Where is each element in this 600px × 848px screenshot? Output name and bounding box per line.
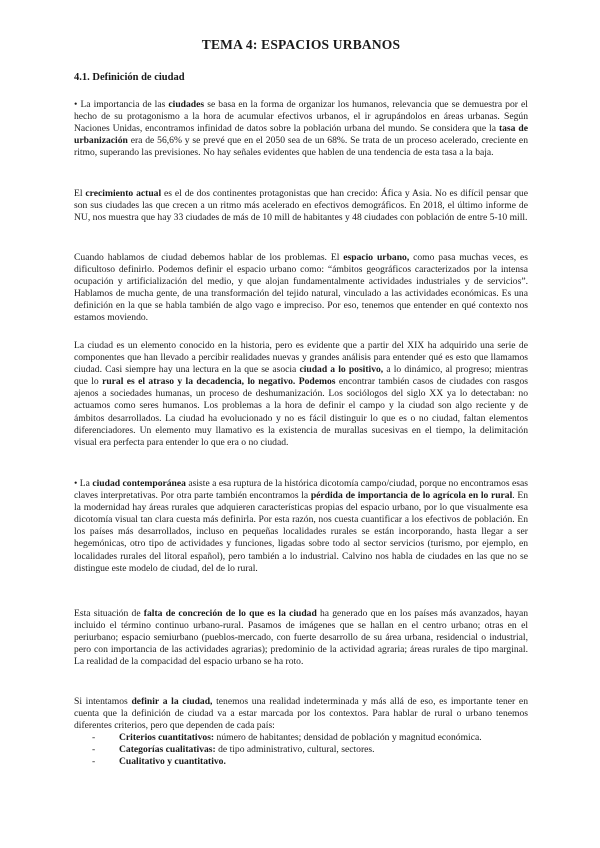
paragraph-1: • La importancia de las ciudades se basa en la forma de organizar los humanos, relevancia que se demuestra por el hecho de su protagonismo a la hora de acumular efectivos urbanos, el ir agrupándolos en áreas urbanas. Según Naciones Unidas, encontramos infinidad de datos sobre la población urbana del mundo. Se considera que la tasa de urbanización era de 56,6% y se prevé que en el 2050 sea de un 68%. Se trata de un proceso acelerado, creciente en ritmo, superando las previsiones. No hay señales evidentes que hablen de una tendencia de esta tasa a la baja. — [74, 99, 529, 159]
list-item: - Criterios cuantitativos: número de habitantes; densidad de población y magnitud económica. — [92, 732, 482, 743]
paragraph-6: Esta situación de falta de concreción de lo que es la ciudad ha generado que en los países más avanzados, hayan incluido el término continuo urbano-rural. Pasamos de imágenes que se hallan en el centro urbano; otras en el periurbano; espacio semiurbano (pueblos-mercado, con fuerte desarrollo de su área urbana, residencial o industrial, pero con importancia de las actividades agrarias); predominio de la actividad agraria; áreas rurales de tipo marginal. La realidad de la compacidad del espacio urbano se ha roto. — [74, 608, 528, 668]
paragraph-5: • La ciudad contemporánea asiste a esa ruptura de la histórica dicotomía campo/ciudad, porque no encontramos esas claves interpretativas. Por otra parte también encontramos la pérdida de importancia de lo agrícola en lo rural. En la modernidad hay áreas rurales que adquieren características propias del espacio urbano, por lo que visualmente esa dicotomía visual tan clara cuesta más definirla. Por esta razón, nos cuesta cuantificar a los efectivos de población. En los países más desarrollados, incluso en pequeñas localidades rurales se están incorporando, hasta llegar a ser hegemónicas, otro tipo de actividades y funciones, ligadas sobre todo al sector servicios (turismo, por ejemplo, en localidades rurales del litoral español), pero también a lo industrial. Calvino nos habla de ciudades en las que no se distingue este modelo de ciudad, del de lo rural. — [74, 478, 529, 574]
paragraph-7: Si intentamos definir a la ciudad, tenemos una realidad indeterminada y más allá de eso, es importante tener en cuenta que la definición de ciudad va a estar marcada por los contextos. Para hablar de rural o urbano tenemos diferentes criterios, pero que dependen de cada país: — [74, 696, 528, 732]
document-title: TEMA 4: ESPACIOS URBANOS — [201, 37, 401, 52]
list-item: - Categorías cualitativas: de tipo administrativo, cultural, sectores. — [92, 744, 375, 756]
paragraph-2: El crecimiento actual es el de dos continentes protagonistas que han crecido: Áfica y Asia. No es difícil pensar que son sus ciudades las que crecen a un ritmo más acelerado en efectivos demográficos. En 2018, el último informe de NU, nos muestra que hay 33 ciudades de más de 10 mill de habitantes y 48 ciudades con población de entre 5-10 mill. — [74, 188, 528, 224]
criteria-list — [92, 732, 528, 768]
paragraph-3: Cuando hablamos de ciudad debemos hablar de los problemas. El espacio urbano, como pasa muchas veces, es dificultoso definirlo. Podemos definir el espacio urbano como: “ámbitos geográficos caracterizados por la intensa ocupación y artificialización del medio, y que alojan fundamentalmente actividades industriales y de servicios”. Hablamos de mucha gente, de una transformación del tejido natural, vinculado a las actividades económicas. Es una definición en la que se habla también de algo vago e impreciso. Por eso, tenemos que entender en qué contexto nos estamos moviendo. — [74, 252, 528, 324]
section-heading: 4.1. Definición de ciudad — [74, 72, 185, 83]
paragraph-4: La ciudad es un elemento conocido en la historia, pero es evidente que a partir del XIX ha adquirido una serie de componentes que han llevado a percibir realidades nuevas y grandes análisis para entender qué es esto que llamamos ciudad. Casi siempre hay una lectura en la que se asocia ciudad a lo positivo, a lo dinámico, al progreso; mientras que lo rural es el atraso y la decadencia, lo negativo. Podemos encontrar también casos de ciudades con rasgos ajenos a sociedades humanas, un proceso de deshumanización. Los sociólogos del siglo XX ya lo detectaban: no actuamos como seres humanos. Los problemas a la hora de definir el campo y la ciudad son algo reciente y de ámbitos desarrollados. La ciudad ha evolucionado y no es fácil distinguir lo que es o no ciudad, faltan elementos diferenciadores. Un elemento muy llamativo es la existencia de murallas sucesivas en el tiempo, la delimitación visual era perfecta para entender lo que era o no ciudad. — [74, 340, 528, 448]
list-item: - Cualitativo y cuantitativo. — [92, 756, 226, 768]
